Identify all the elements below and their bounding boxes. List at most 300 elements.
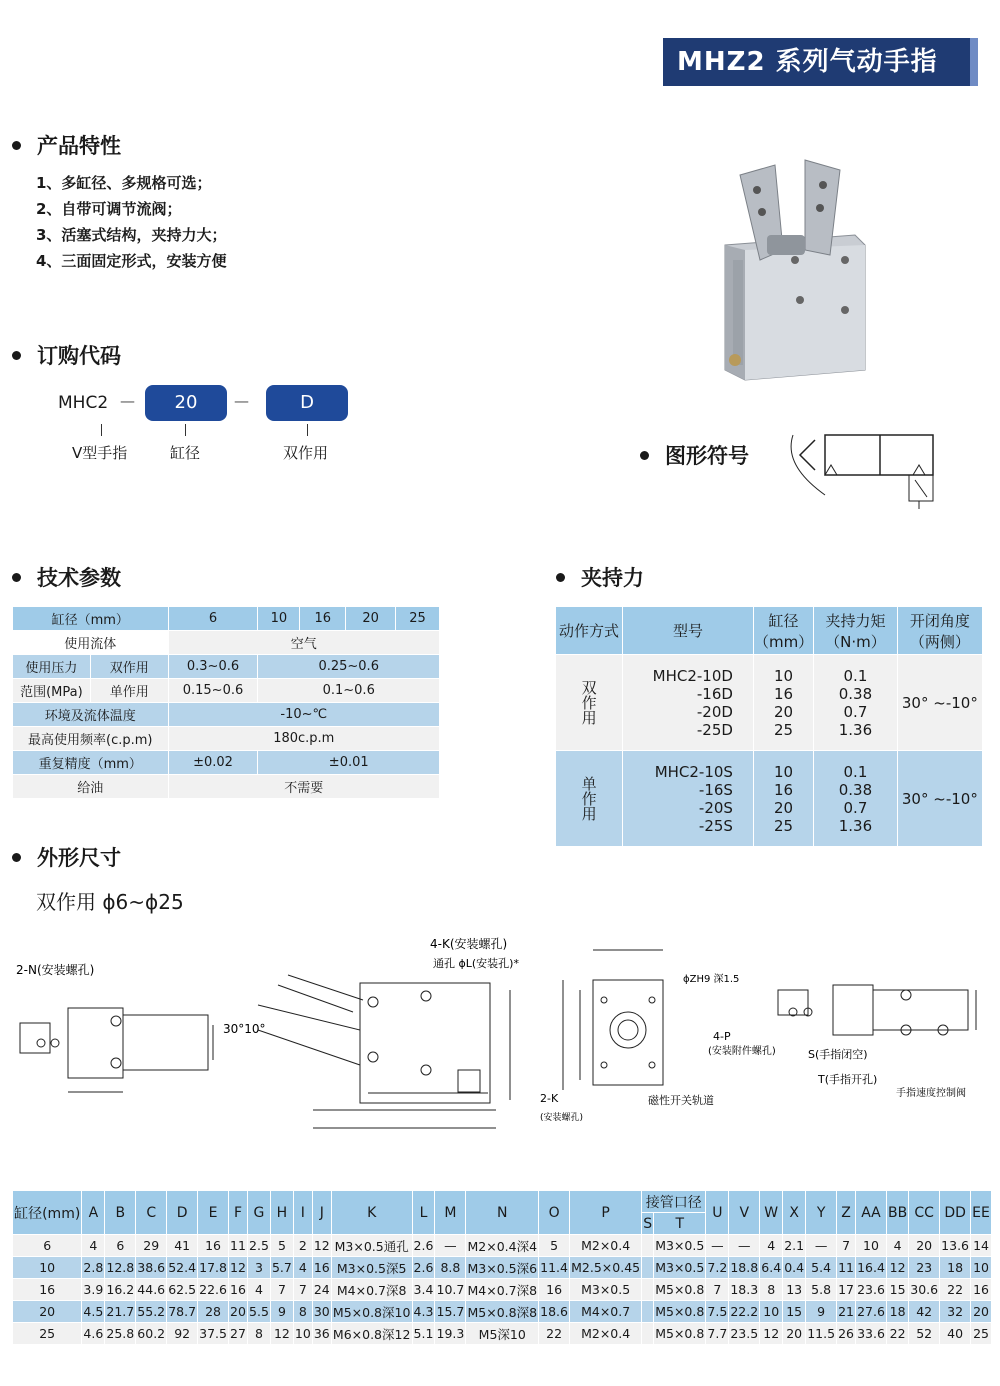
table-cell: 10 [760,1301,783,1323]
table-cell: 11.4 [539,1257,570,1279]
table-cell: — [706,1235,729,1257]
bore-value: 10 [774,666,794,685]
column-subheader: S [642,1213,654,1235]
feature-item: 3、活塞式结构，夹持力大； [36,226,227,244]
force-value: 0.7 [843,702,868,721]
column-header: CC [909,1191,940,1235]
table-cell: 22 [886,1323,908,1345]
table-cell: 5 [539,1235,570,1257]
table-cell: 22 [539,1323,570,1345]
grip-table [555,606,983,847]
table-cell: 12 [229,1257,248,1279]
table-cell: M2×0.4深4 [466,1235,539,1257]
table-cell [642,1279,654,1301]
table-cell: 16 [312,1257,331,1279]
symbol-heading-text: 图形符号 [665,444,749,468]
table-cell: 18.3 [729,1279,760,1301]
table-cell: 16 [971,1279,992,1301]
table-cell: 6 [168,607,258,631]
table-cell: 8 [760,1279,783,1301]
feature-item: 2、自带可调节流阀； [36,200,182,218]
table-cell: 0.3~0.6 [168,655,258,679]
dims-heading [12,842,121,872]
label-s: S(手指闭空) [808,1048,868,1061]
table-row [13,631,440,655]
table-cell: 6 [105,1235,136,1257]
table-cell [814,751,898,847]
table-row [556,655,983,751]
table-cell: 44.6 [136,1279,167,1301]
table-cell: 使用压力 [13,655,91,679]
table-cell: 30.6 [909,1279,940,1301]
bore-value: 16 [774,684,794,703]
table-cell: 0.25~0.6 [258,655,440,679]
table-cell: 2.6 [412,1257,435,1279]
table-cell: 20 [229,1301,248,1323]
table-cell: 5.1 [412,1323,435,1345]
table-cell: 3.9 [82,1279,105,1301]
table-cell: 缸径（mm） [753,607,813,655]
table-cell: 范围(MPa) [13,679,91,703]
table-cell: 7 [837,1235,856,1257]
dims-subheading: 双作用 ϕ6~ϕ25 [36,890,184,914]
table-cell: M4×0.7深8 [331,1279,412,1301]
column-header: F [229,1191,248,1235]
column-header: W [760,1191,783,1235]
table-cell: 5.4 [806,1257,837,1279]
table-cell: 0.1~0.6 [258,679,440,703]
table-cell [753,655,813,751]
column-header: 接管口径 [642,1191,706,1213]
table-cell: 92 [167,1323,198,1345]
table-cell: 40 [940,1323,971,1345]
table-cell: 22.2 [729,1301,760,1323]
column-header: E [198,1191,229,1235]
table-cell: 2.5 [247,1235,270,1257]
table-cell: M3×0.5深6 [466,1257,539,1279]
table-cell: — [806,1235,837,1257]
force-value: 0.7 [843,798,868,817]
table-cell [642,1301,654,1323]
bullet-icon [640,451,649,460]
column-header: 缸径(mm) [13,1191,82,1235]
table-cell: 8.8 [435,1257,466,1279]
table-cell: 20 [783,1323,806,1345]
table-cell: 10 [856,1235,887,1257]
force-value: 0.1 [843,762,868,781]
table-row [13,679,440,703]
table-cell: 5.8 [806,1279,837,1301]
force-value: 0.38 [838,780,873,799]
table-cell: 18.6 [539,1301,570,1323]
table-row [13,703,440,727]
table-cell: 17.8 [198,1257,229,1279]
table-row [13,751,440,775]
table-row [13,1279,992,1301]
table-cell: 27.6 [856,1301,887,1323]
column-header: K [331,1191,412,1235]
order-label-action: 双作用 [283,444,329,462]
force-value: 1.36 [838,720,873,739]
table-cell: M4×0.7深8 [466,1279,539,1301]
model-value: MHC2-10S [654,762,733,781]
table-cell: 22.6 [198,1279,229,1301]
table-cell: 15 [783,1301,806,1323]
table-cell: 2 [293,1235,312,1257]
table-cell: 给油 [13,775,169,799]
table-row [13,1301,992,1323]
table-cell: 62.5 [167,1279,198,1301]
column-header: M [435,1191,466,1235]
table-cell: 18.8 [729,1257,760,1279]
force-value: 0.38 [838,684,873,703]
label-4p-desc: (安装附件螺孔) [708,1046,776,1057]
table-cell: 15.7 [435,1301,466,1323]
label-t: T(手指开孔) [818,1073,878,1086]
label-4k: 4-K(安装螺孔) [430,937,508,951]
table-cell: 4 [247,1279,270,1301]
column-header: Z [837,1191,856,1235]
table-cell: 20 [13,1301,82,1323]
pneumatic-symbol [785,425,940,515]
table-cell: 4 [886,1235,908,1257]
table-cell: 52.4 [167,1257,198,1279]
table-cell: M5×0.8深8 [466,1301,539,1323]
table-cell: 21 [837,1301,856,1323]
bullet-icon [12,853,21,862]
table-cell: 20 [909,1235,940,1257]
column-header: BB [886,1191,908,1235]
table-cell: 16 [539,1279,570,1301]
grip-heading-text: 夹持力 [581,566,644,590]
table-row [13,1323,992,1345]
table-cell: 16 [229,1279,248,1301]
table-row [13,607,440,631]
table-cell: 33.6 [856,1323,887,1345]
table-cell: M6×0.8深12 [331,1323,412,1345]
table-cell: 7 [270,1279,293,1301]
table-cell: 23 [909,1257,940,1279]
label-zh: ϕZH9 深1.5 [683,974,740,985]
column-header: I [293,1191,312,1235]
table-cell: 11 [229,1235,248,1257]
force-value: 0.1 [843,666,868,685]
table-cell: 38.6 [136,1257,167,1279]
features-heading [12,130,121,160]
table-cell: 42 [909,1301,940,1323]
table-cell: 8 [293,1301,312,1323]
table-cell: 重复精度（mm） [13,751,169,775]
table-cell [642,1257,654,1279]
model-value: -16D [696,684,733,703]
order-code-action: D [266,385,348,421]
bullet-icon [12,573,21,582]
table-cell: 28 [198,1301,229,1323]
table-cell [814,655,898,751]
table-cell: 0.15~0.6 [168,679,258,703]
model-value: -25S [698,816,733,835]
table-cell: 空气 [168,631,439,655]
table-cell: 60.2 [136,1323,167,1345]
model-value: -20S [698,798,733,817]
order-dash: — [234,392,249,410]
bore-value: 20 [774,798,794,817]
table-cell: 12.8 [105,1257,136,1279]
table-cell: 4 [293,1257,312,1279]
table-cell: 12 [886,1257,908,1279]
order-label-bore: 缸径 [170,444,201,462]
table-cell: 最高使用频率(c.p.m) [13,727,169,751]
table-cell: 17 [837,1279,856,1301]
dimension-table [12,1190,992,1345]
table-cell: 29 [136,1235,167,1257]
table-cell: 78.7 [167,1301,198,1323]
symbol-heading [640,440,749,470]
table-cell: M5×0.8深10 [331,1301,412,1323]
table-cell: 10 [258,607,300,631]
column-header: Y [806,1191,837,1235]
table-cell: 5 [270,1235,293,1257]
table-cell: 12 [760,1323,783,1345]
label-2k: 2-K [540,1092,559,1105]
table-cell: 5.7 [270,1257,293,1279]
table-cell: 37.5 [198,1323,229,1345]
bore-value: 10 [774,762,794,781]
column-header: C [136,1191,167,1235]
column-header: X [783,1191,806,1235]
table-row [556,751,983,847]
label-4p: 4-P [713,1030,731,1043]
feature-item: 1、多缸径、多规格可选； [36,174,212,192]
table-cell: 16 [198,1235,229,1257]
column-header: A [82,1191,105,1235]
column-header: L [412,1191,435,1235]
table-row [13,1191,992,1213]
table-cell: 双作用 [90,655,168,679]
table-cell: 4 [760,1235,783,1257]
column-header: U [706,1191,729,1235]
table-cell: 4.6 [82,1323,105,1345]
table-cell: 单作用 [556,751,623,847]
table-cell: 不需要 [168,775,439,799]
tech-heading [12,562,121,592]
table-cell: M3×0.5深5 [331,1257,412,1279]
bullet-icon [12,351,21,360]
table-cell: 5.5 [247,1301,270,1323]
ordering-heading-text: 订购代码 [37,344,121,368]
label-control-valve: 手指速度控制阀 [896,1088,966,1099]
column-subheader: T [654,1213,706,1235]
table-row [13,655,440,679]
table-cell: 使用流体 [13,631,169,655]
bore-header: 缸径（mm） [13,607,169,631]
table-row [556,607,983,655]
bore-value: 25 [774,720,794,739]
features-heading-text: 产品特性 [37,134,121,158]
table-cell: 9 [806,1301,837,1323]
label-magnetic-rail: 磁性开关轨道 [648,1094,714,1107]
dimension-drawing [8,930,998,1130]
table-cell: 36 [312,1323,331,1345]
column-header: G [247,1191,270,1235]
ordering-heading [12,340,121,370]
label-2n: 2-N(安装螺孔) [16,963,95,977]
force-value: 1.36 [838,816,873,835]
table-cell: M2×0.4 [570,1323,642,1345]
bore-value: 25 [774,816,794,835]
table-cell: 夹持力矩（N·m） [814,607,898,655]
order-prefix: MHC2 [58,393,109,413]
table-cell: 25 [13,1323,82,1345]
table-cell [642,1323,654,1345]
table-cell: 24 [312,1279,331,1301]
column-header: B [105,1191,136,1235]
table-cell: 环境及流体温度 [13,703,169,727]
table-cell: 13.6 [940,1235,971,1257]
table-cell: 23.5 [729,1323,760,1345]
table-cell: M5深10 [466,1323,539,1345]
table-cell: ±0.02 [168,751,258,775]
table-cell: 12 [312,1235,331,1257]
model-value: -25D [696,720,733,739]
model-value: -20D [696,702,733,721]
table-cell: 25 [971,1323,992,1345]
table-cell: -10~℃ [168,703,439,727]
title-accent-bar [970,38,978,86]
page-title: MHZ2 系列气动手指 [663,38,978,86]
table-cell: 27 [229,1323,248,1345]
table-cell: 2.8 [82,1257,105,1279]
table-cell: M3×0.5 [654,1235,706,1257]
table-cell: — [729,1235,760,1257]
table-cell: 14 [971,1235,992,1257]
table-cell: 16.4 [856,1257,887,1279]
column-header: EE [971,1191,992,1235]
table-cell: 19.3 [435,1323,466,1345]
table-cell: 3.4 [412,1279,435,1301]
product-image [705,150,885,400]
table-cell: 13 [783,1279,806,1301]
table-cell: M2×0.4 [570,1235,642,1257]
table-row [13,727,440,751]
column-header: V [729,1191,760,1235]
bullet-icon [556,573,565,582]
table-cell: 32 [940,1301,971,1323]
table-cell: 18 [886,1301,908,1323]
table-cell: 7 [706,1279,729,1301]
table-cell: — [435,1235,466,1257]
table-cell: 22 [940,1279,971,1301]
grip-heading [556,562,644,592]
table-cell: 4.3 [412,1301,435,1323]
table-cell: 16 [13,1279,82,1301]
table-cell: 2.1 [783,1235,806,1257]
table-cell: 16 [300,607,346,631]
table-cell: 双作用 [556,655,623,751]
table-cell: 9 [270,1301,293,1323]
dimension-table-body [13,1191,992,1345]
table-cell: M3×0.5 [654,1257,706,1279]
table-cell: 55.2 [136,1301,167,1323]
table-cell: 23.6 [856,1279,887,1301]
table-cell: 10 [971,1257,992,1279]
dims-heading-text: 外形尺寸 [37,846,121,870]
table-cell [623,655,754,751]
table-cell: 3 [247,1257,270,1279]
table-cell: 4.5 [82,1301,105,1323]
table-cell: M4×0.7 [570,1301,642,1323]
table-cell: 25 [396,607,440,631]
table-cell: 30° ~-10° [897,751,982,847]
table-cell: 7.2 [706,1257,729,1279]
bullet-icon [12,141,21,150]
table-cell [642,1235,654,1257]
table-cell: 11 [837,1257,856,1279]
column-header: J [312,1191,331,1235]
label-angle: 30°10° [223,1022,266,1036]
column-header: AA [856,1191,887,1235]
table-cell: 6 [13,1235,82,1257]
column-header: D [167,1191,198,1235]
features-list [36,170,226,274]
table-cell: M3×0.5通孔 [331,1235,412,1257]
table-cell: 16.2 [105,1279,136,1301]
table-cell: 21.7 [105,1301,136,1323]
table-cell: M2.5×0.45 [570,1257,642,1279]
table-cell: 52 [909,1323,940,1345]
table-cell [753,751,813,847]
label-2k-desc: (安装螺孔) [540,1113,584,1123]
table-cell: 单作用 [90,679,168,703]
table-cell: 2.6 [412,1235,435,1257]
table-row [13,775,440,799]
table-cell: 25.8 [105,1323,136,1345]
table-cell: 动作方式 [556,607,623,655]
order-tick [307,424,308,436]
table-cell: 20 [971,1301,992,1323]
table-cell: 7.7 [706,1323,729,1345]
table-cell: 18 [940,1257,971,1279]
column-header: H [270,1191,293,1235]
table-cell: 4 [82,1235,105,1257]
table-cell: 0.4 [783,1257,806,1279]
table-cell: 20 [346,607,396,631]
table-cell: 26 [837,1323,856,1345]
table-cell: 开闭角度（两侧） [897,607,982,655]
bore-value: 20 [774,702,794,721]
table-cell: ±0.01 [258,751,440,775]
column-header: O [539,1191,570,1235]
tech-heading-text: 技术参数 [37,566,121,590]
table-cell: 41 [167,1235,198,1257]
table-cell: 30° ~-10° [897,655,982,751]
column-header: P [570,1191,642,1235]
table-cell: 30 [312,1301,331,1323]
table-cell: M5×0.8 [654,1323,706,1345]
model-value: MHC2-10D [652,666,733,685]
order-tick [101,424,102,436]
order-dash: — [120,392,135,410]
table-cell: 10 [13,1257,82,1279]
order-tick [185,424,186,436]
table-cell: 7 [293,1279,312,1301]
table-cell: 型号 [623,607,754,655]
feature-item: 4、三面固定形式，安装方便 [36,252,227,270]
table-cell: M5×0.8 [654,1301,706,1323]
bore-value: 16 [774,780,794,799]
table-cell: 8 [247,1323,270,1345]
table-cell: 15 [886,1279,908,1301]
